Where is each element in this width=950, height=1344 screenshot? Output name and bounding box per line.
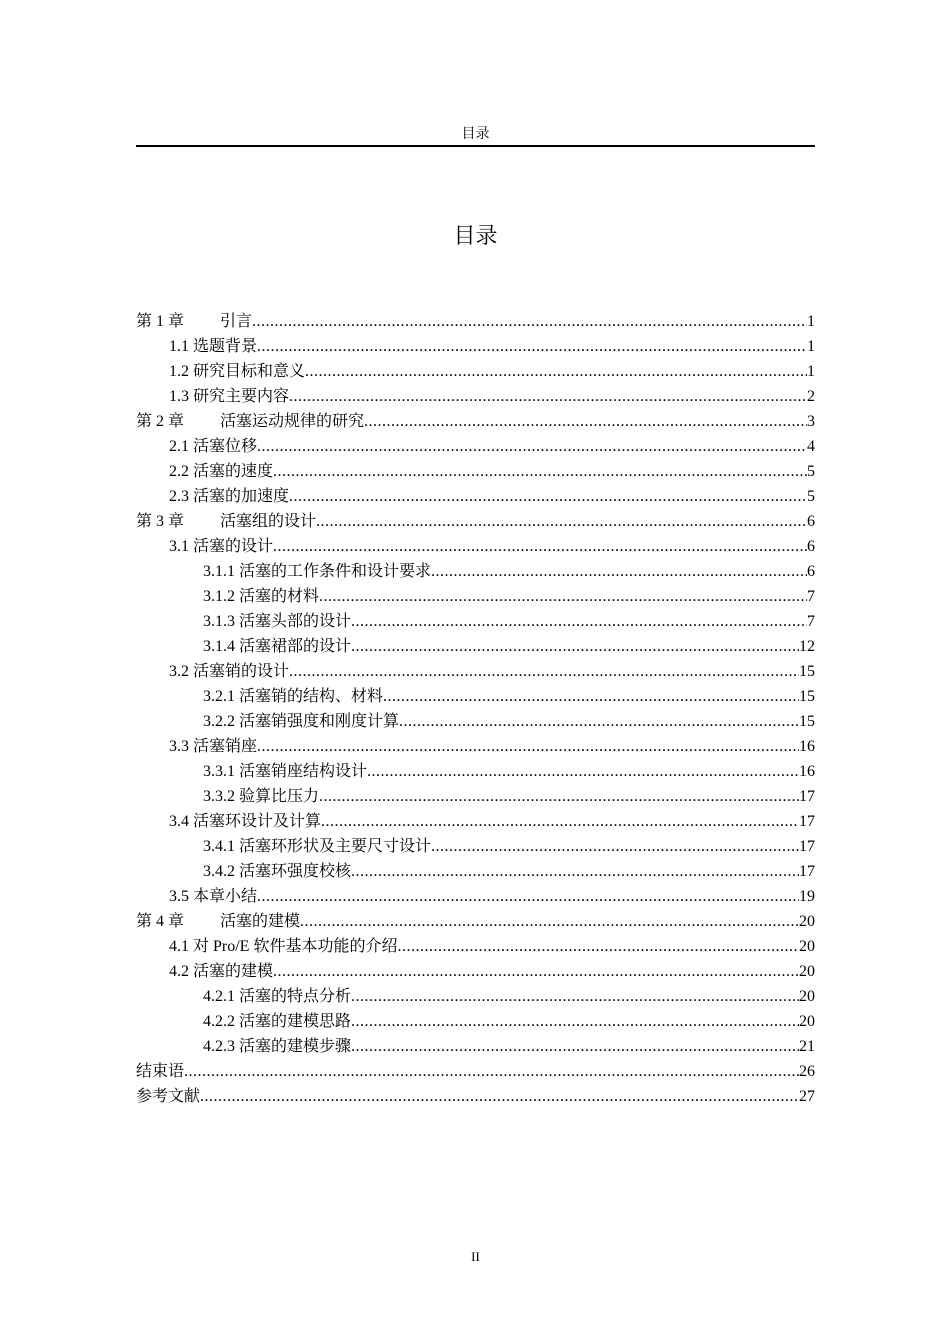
toc-entry[interactable]	[136, 1034, 815, 1059]
toc-page-number: 26	[799, 1063, 815, 1080]
toc-entry-label	[203, 834, 431, 859]
toc-entry[interactable]	[136, 434, 815, 459]
toc-dot-leader	[431, 559, 807, 584]
toc-entry-title: 研究目标和意义	[193, 363, 306, 380]
toc-dot-leader	[431, 834, 799, 859]
toc-entry-number: 3.4.1	[203, 838, 235, 855]
toc-entry-title: 活塞销的设计	[193, 663, 290, 680]
toc-entry[interactable]	[136, 459, 815, 484]
toc-entry-label	[203, 984, 351, 1009]
toc-dot-leader	[367, 759, 799, 784]
toc-page-number: 17	[799, 813, 815, 830]
toc-dot-leader	[257, 734, 799, 759]
toc-dot-leader	[321, 809, 799, 834]
toc-entry-number: 第 3 章	[136, 513, 185, 530]
toc-entry-title: 活塞销的结构、材料	[239, 688, 384, 705]
toc-page-number: 17	[799, 838, 815, 855]
toc-dot-leader	[257, 884, 799, 909]
toc-page-number: 1	[807, 338, 815, 355]
toc-entry-label	[169, 809, 321, 834]
toc-entry-label	[169, 359, 305, 384]
toc-entry-number: 3.1.4	[203, 638, 235, 655]
toc-entry-label	[203, 584, 319, 609]
toc-page-number: 20	[799, 913, 815, 930]
toc-entry[interactable]	[136, 709, 815, 734]
toc-entry-label	[203, 784, 319, 809]
toc-entry-number: 3.3.1	[203, 763, 235, 780]
toc-entry-number: 3.1.1	[203, 563, 235, 580]
toc-entry-label	[169, 459, 273, 484]
toc-dot-leader	[351, 859, 799, 884]
toc-page-number: 15	[799, 688, 815, 705]
toc-entry-number: 3.4	[169, 813, 189, 830]
toc-entry[interactable]	[136, 934, 815, 959]
toc-page-number: 20	[799, 988, 815, 1005]
toc-dot-leader	[316, 509, 807, 534]
toc-entry-label	[169, 884, 257, 909]
toc-entry-title: 活塞的建模思路	[239, 1013, 352, 1030]
toc-dot-leader	[351, 609, 807, 634]
toc-entry-title: 活塞位移	[193, 438, 258, 455]
toc-page-number: 3	[807, 413, 815, 430]
toc-entry-label	[136, 409, 364, 434]
toc-entry[interactable]	[136, 484, 815, 509]
toc-page-number: 7	[807, 588, 815, 605]
toc-entry-number: 4.2.3	[203, 1038, 235, 1055]
toc-entry-number: 2.1	[169, 438, 189, 455]
toc-entry-number: 第 4 章	[136, 913, 185, 930]
toc-entry[interactable]	[136, 759, 815, 784]
toc-entry-number: 2.3	[169, 488, 189, 505]
toc-entry-number: 3.1.3	[203, 613, 235, 630]
toc-entry-label	[169, 659, 289, 684]
toc-dot-leader	[184, 1059, 799, 1084]
toc-page-number: 20	[799, 1013, 815, 1030]
toc-entry-number: 第 1 章	[136, 313, 185, 330]
table-of-contents	[136, 309, 815, 1109]
toc-entry-label	[169, 534, 273, 559]
toc-page-number: 15	[799, 713, 815, 730]
toc-entry-title: 本章小结	[193, 888, 258, 905]
toc-page-number: 1	[807, 363, 815, 380]
toc-dot-leader	[289, 659, 799, 684]
toc-entry-label	[169, 959, 273, 984]
toc-entry-number: 4.2.2	[203, 1013, 235, 1030]
toc-entry[interactable]	[136, 559, 815, 584]
toc-entry[interactable]	[136, 884, 815, 909]
toc-entry[interactable]	[136, 384, 815, 409]
toc-entry-label	[136, 909, 300, 934]
toc-entry-title: 活塞环形状及主要尺寸设计	[239, 838, 432, 855]
toc-entry-title: 研究主要内容	[193, 388, 290, 405]
toc-entry-title: 活塞的特点分析	[239, 988, 352, 1005]
toc-page-number: 17	[799, 788, 815, 805]
toc-page-number: 2	[807, 388, 815, 405]
toc-page-number: 27	[799, 1088, 815, 1105]
toc-entry-label	[203, 559, 431, 584]
toc-dot-leader	[273, 459, 807, 484]
toc-page-number: 5	[807, 488, 815, 505]
toc-entry[interactable]	[136, 909, 815, 934]
toc-entry-title: 活塞的材料	[239, 588, 320, 605]
toc-entry-label	[203, 1009, 351, 1034]
toc-entry-label	[169, 934, 397, 959]
toc-dot-leader	[319, 784, 799, 809]
toc-dot-leader	[289, 384, 807, 409]
toc-entry[interactable]	[136, 784, 815, 809]
toc-entry-title: 活塞的建模步骤	[239, 1038, 352, 1055]
toc-entry[interactable]	[136, 334, 815, 359]
toc-entry-number: 1.3	[169, 388, 189, 405]
toc-page-number: 20	[799, 963, 815, 980]
toc-dot-leader	[300, 909, 799, 934]
toc-entry-title: 活塞的建模	[193, 963, 274, 980]
toc-entry[interactable]	[136, 1084, 815, 1109]
toc-entry[interactable]	[136, 684, 815, 709]
toc-page-number: 1	[807, 313, 815, 330]
toc-entry-number: 3.4.2	[203, 863, 235, 880]
toc-page-number: 21	[799, 1038, 815, 1055]
toc-page-number: 19	[799, 888, 815, 905]
toc-page-number: 6	[807, 513, 815, 530]
toc-entry-number: 4.2.1	[203, 988, 235, 1005]
toc-dot-leader	[200, 1084, 799, 1109]
toc-page-number: 16	[799, 763, 815, 780]
toc-entry-label	[203, 1034, 351, 1059]
toc-entry-label	[169, 384, 289, 409]
toc-entry-title: 活塞的工作条件和设计要求	[239, 563, 432, 580]
toc-entry-label	[203, 709, 399, 734]
toc-entry-number: 1.2	[169, 363, 189, 380]
toc-entry-title: 活塞裙部的设计	[239, 638, 352, 655]
toc-dot-leader	[273, 959, 799, 984]
toc-entry-title: 活塞环设计及计算	[193, 813, 322, 830]
page-title: 目录	[453, 224, 498, 249]
toc-entry-label	[136, 1059, 184, 1084]
toc-entry[interactable]	[136, 1059, 815, 1084]
toc-dot-leader	[289, 484, 807, 509]
toc-entry[interactable]	[136, 984, 815, 1009]
toc-entry-title: 活塞销强度和刚度计算	[239, 713, 400, 730]
toc-entry-label	[203, 634, 351, 659]
toc-dot-leader	[252, 309, 807, 334]
toc-entry-title: 活塞销座	[193, 738, 258, 755]
toc-entry-number: 3.2.2	[203, 713, 235, 730]
toc-entry-label	[169, 434, 257, 459]
header-rule	[136, 145, 815, 147]
toc-entry-title: 活塞运动规律的研究	[220, 413, 365, 430]
toc-page-number: 6	[807, 538, 815, 555]
toc-entry[interactable]	[136, 859, 815, 884]
toc-entry-title: 活塞组的设计	[220, 513, 317, 530]
toc-entry[interactable]	[136, 634, 815, 659]
toc-entry[interactable]	[136, 659, 815, 684]
toc-entry-title: 活塞头部的设计	[239, 613, 352, 630]
toc-page-number: 6	[807, 563, 815, 580]
toc-entry-title: 结束语	[136, 1063, 185, 1080]
toc-entry-label	[136, 309, 252, 334]
toc-entry[interactable]	[136, 584, 815, 609]
toc-page-number: 7	[807, 613, 815, 630]
toc-entry-number: 3.1.2	[203, 588, 235, 605]
toc-dot-leader	[364, 409, 807, 434]
toc-entry[interactable]	[136, 509, 815, 534]
toc-entry-number: 2.2	[169, 463, 189, 480]
toc-page-number: 4	[807, 438, 815, 455]
toc-dot-leader	[351, 984, 799, 1009]
toc-dot-leader	[351, 1009, 799, 1034]
toc-entry-label	[169, 484, 289, 509]
toc-entry-number: 3.2.1	[203, 688, 235, 705]
toc-entry-number: 3.1	[169, 538, 189, 555]
toc-entry-title: 对 Pro/E 软件基本功能的介绍	[193, 938, 398, 955]
toc-entry-title: 参考文献	[136, 1088, 201, 1105]
toc-dot-leader	[397, 934, 799, 959]
toc-entry-title: 活塞的速度	[193, 463, 274, 480]
toc-page-number: 15	[799, 663, 815, 680]
toc-entry-number: 4.1	[169, 938, 189, 955]
toc-entry-number: 1.1	[169, 338, 189, 355]
toc-entry-number: 3.3	[169, 738, 189, 755]
toc-dot-leader	[383, 684, 799, 709]
toc-entry-title: 验算比压力	[239, 788, 320, 805]
toc-dot-leader	[319, 584, 807, 609]
toc-entry[interactable]	[136, 809, 815, 834]
toc-page-number: 5	[807, 463, 815, 480]
page-number: II	[471, 1249, 480, 1264]
toc-dot-leader	[399, 709, 799, 734]
toc-dot-leader	[351, 634, 799, 659]
toc-entry-number: 3.2	[169, 663, 189, 680]
toc-entry[interactable]	[136, 409, 815, 434]
toc-dot-leader	[273, 534, 807, 559]
toc-dot-leader	[305, 359, 807, 384]
toc-entry[interactable]	[136, 534, 815, 559]
toc-entry-label	[203, 859, 351, 884]
toc-entry[interactable]	[136, 734, 815, 759]
toc-entry-label	[203, 759, 367, 784]
toc-entry-title: 活塞的建模	[220, 913, 301, 930]
toc-entry[interactable]	[136, 609, 815, 634]
toc-entry[interactable]	[136, 309, 815, 334]
toc-dot-leader	[351, 1034, 799, 1059]
toc-entry-label	[136, 1084, 200, 1109]
toc-entry-label	[136, 509, 316, 534]
toc-entry-title: 活塞环强度校核	[239, 863, 352, 880]
toc-dot-leader	[257, 434, 807, 459]
toc-entry-title: 活塞的加速度	[193, 488, 290, 505]
toc-page-number: 16	[799, 738, 815, 755]
toc-entry-title: 选题背景	[193, 338, 258, 355]
toc-entry-label	[203, 684, 383, 709]
toc-page-number: 20	[799, 938, 815, 955]
toc-entry-number: 3.3.2	[203, 788, 235, 805]
toc-entry[interactable]	[136, 359, 815, 384]
toc-entry-title: 活塞销座结构设计	[239, 763, 368, 780]
toc-entry[interactable]	[136, 959, 815, 984]
toc-dot-leader	[257, 334, 807, 359]
toc-entry-title: 引言	[220, 313, 253, 330]
toc-entry-number: 3.5	[169, 888, 189, 905]
running-header: 目录	[461, 127, 490, 142]
toc-entry-label	[203, 609, 351, 634]
toc-entry[interactable]	[136, 834, 815, 859]
toc-entry-label	[169, 734, 257, 759]
toc-page-number: 12	[799, 638, 815, 655]
toc-entry-number: 4.2	[169, 963, 189, 980]
toc-entry-number: 第 2 章	[136, 413, 185, 430]
toc-entry[interactable]	[136, 1009, 815, 1034]
toc-entry-label	[169, 334, 257, 359]
toc-page-number: 17	[799, 863, 815, 880]
toc-entry-title: 活塞的设计	[193, 538, 274, 555]
